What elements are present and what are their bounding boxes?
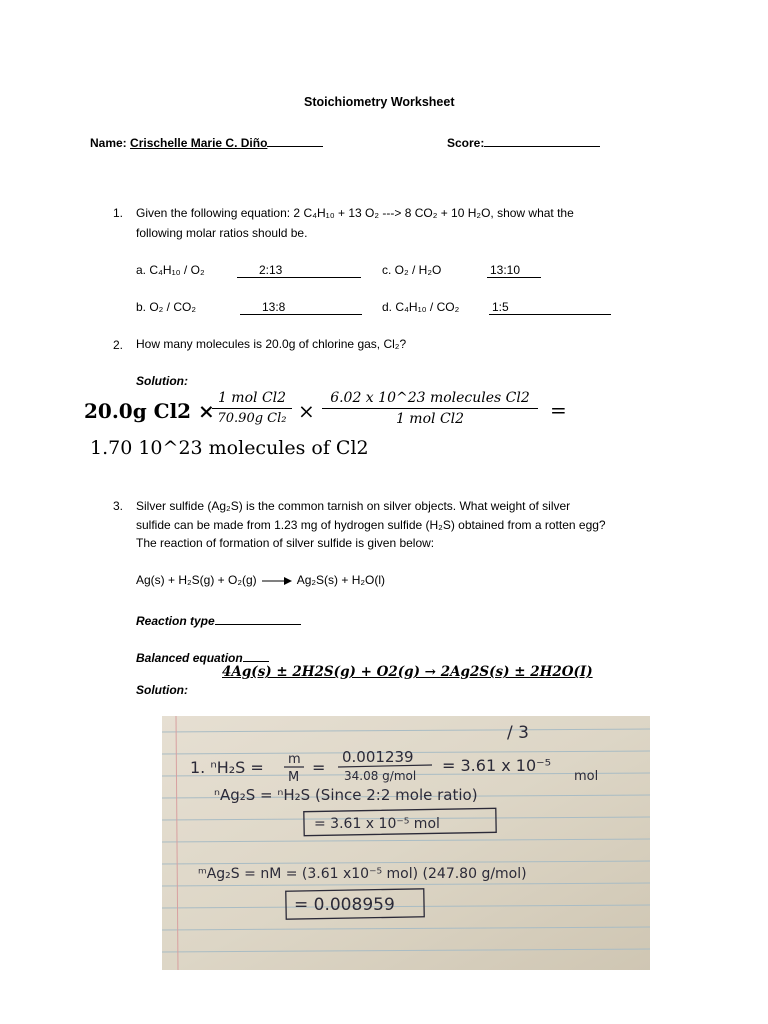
q2-frac2-bar (322, 408, 538, 409)
q2-fraction-2 (322, 390, 538, 427)
q3-reaction-type-row (136, 610, 301, 628)
q2-solution-label: Solution: (136, 374, 188, 388)
q2-result: 1.70 10^23 molecules of Cl2 (90, 437, 369, 459)
hw-line3: ᵐAg₂S = nM = (3.61 x10⁻⁵ mol) (247.80 g/mol) (198, 866, 527, 882)
q3-text-line3: The reaction of formation of silver sulfide is given below: (136, 536, 435, 550)
q1a-label: a. C₄H₁₀ / O₂ (136, 263, 205, 277)
q1c-label: c. O₂ / H₂O (382, 263, 442, 277)
q3-reaction (136, 573, 385, 587)
hw-frac-m: m (288, 752, 301, 767)
reaction-arrow-icon (262, 576, 292, 586)
q3-balanced-row (136, 647, 269, 665)
q2-question: How many molecules is 20.0g of chlorine gas, Cl₂? (136, 337, 407, 351)
q1a-answer-line (237, 263, 361, 278)
hw-frac-numerator: 0.001239 (342, 748, 414, 766)
name-label: Name: (90, 136, 127, 150)
hw-line1-unit: mol (574, 769, 599, 784)
q1c-answer-line (487, 263, 541, 278)
q2-frac1-denominator: 70.90g Cl₂ (217, 411, 287, 426)
handwritten-solution-photo (162, 716, 650, 970)
q1-number: 1. (113, 206, 124, 220)
q3-text-line1: Silver sulfide (Ag₂S) is the common tarnish on silver objects. What weight of silver (136, 499, 571, 513)
q2-fraction-1 (212, 390, 292, 426)
score-row (447, 132, 600, 150)
hw-boxed-answer1: = 3.61 x 10⁻⁵ mol (314, 816, 440, 832)
worksheet-title: Stoichiometry Worksheet (304, 95, 455, 109)
q3-solution-label: Solution: (136, 683, 188, 697)
q1d-answer: 1:5 (492, 300, 509, 314)
q3-reaction-left: Ag(s) + H₂S(g) + O₂(g) (136, 573, 257, 587)
q2-frac2-numerator: 6.02 x 10^23 molecules Cl2 (330, 390, 530, 406)
q3-reaction-type-label: Reaction type (136, 614, 215, 628)
q2-equals: = (550, 398, 567, 422)
q3-number: 3. (113, 499, 124, 513)
q2-number: 2. (113, 338, 124, 352)
name-row (90, 132, 323, 150)
q3-balanced-blank (243, 647, 269, 662)
hw-line2: ⁿAg₂S = ⁿH₂S (Since 2:2 mole ratio) (214, 786, 478, 804)
q3-balanced-label: Balanced equation (136, 651, 243, 665)
q3-balanced-equation: 4Ag(s) ± 2H2S(g) + O2(g) → 2Ag2S(s) ± 2H2O(I) (222, 664, 593, 680)
name-value: Crischelle Marie C. Diño (130, 136, 268, 150)
q3-text-line2: sulfide can be made from 1.23 mg of hydrogen sulfide (H₂S) obtained from a rotten egg? (136, 518, 606, 532)
hw-corner-mark: / 3 (507, 723, 529, 743)
hw-boxed-answer2: = 0.008959 (294, 895, 395, 915)
q1b-answer-line (240, 300, 362, 315)
q1d-answer-line (489, 300, 611, 315)
q2-times: × (298, 399, 315, 423)
q1b-label: b. O₂ / CO₂ (136, 300, 196, 314)
hw-line1-start: 1. ⁿH₂S = (190, 758, 264, 777)
q2-frac1-numerator: 1 mol Cl2 (217, 390, 287, 406)
hw-line1-result: = 3.61 x 10⁻⁵ (442, 756, 551, 775)
name-blank-line (267, 132, 323, 147)
q1a-answer: 2:13 (259, 263, 283, 277)
q2-frac2-denominator: 1 mol Cl2 (395, 411, 465, 427)
q3-reaction-right: Ag₂S(s) + H₂O(l) (296, 573, 386, 587)
score-label: Score: (447, 136, 485, 150)
q2-term1: 20.0g Cl2 × (84, 399, 215, 423)
q1c-answer: 13:10 (490, 263, 521, 277)
score-blank-line (484, 132, 600, 147)
q1d-label: d. C₄H₁₀ / CO₂ (382, 300, 460, 314)
q3-reaction-type-blank (215, 610, 301, 625)
q2-frac1-bar (212, 408, 292, 409)
hw-frac-M: M (288, 770, 300, 785)
q1-text-line1: Given the following equation: 2 C₄H₁₀ + 13 O₂ ---> 8 CO₂ + 10 H₂O, show what the (136, 206, 574, 220)
q1b-answer: 13:8 (262, 300, 286, 314)
hw-equals: = (312, 758, 326, 777)
hw-frac-denominator: 34.08 g/mol (344, 769, 417, 783)
q1-text-line2: following molar ratios should be. (136, 226, 308, 240)
